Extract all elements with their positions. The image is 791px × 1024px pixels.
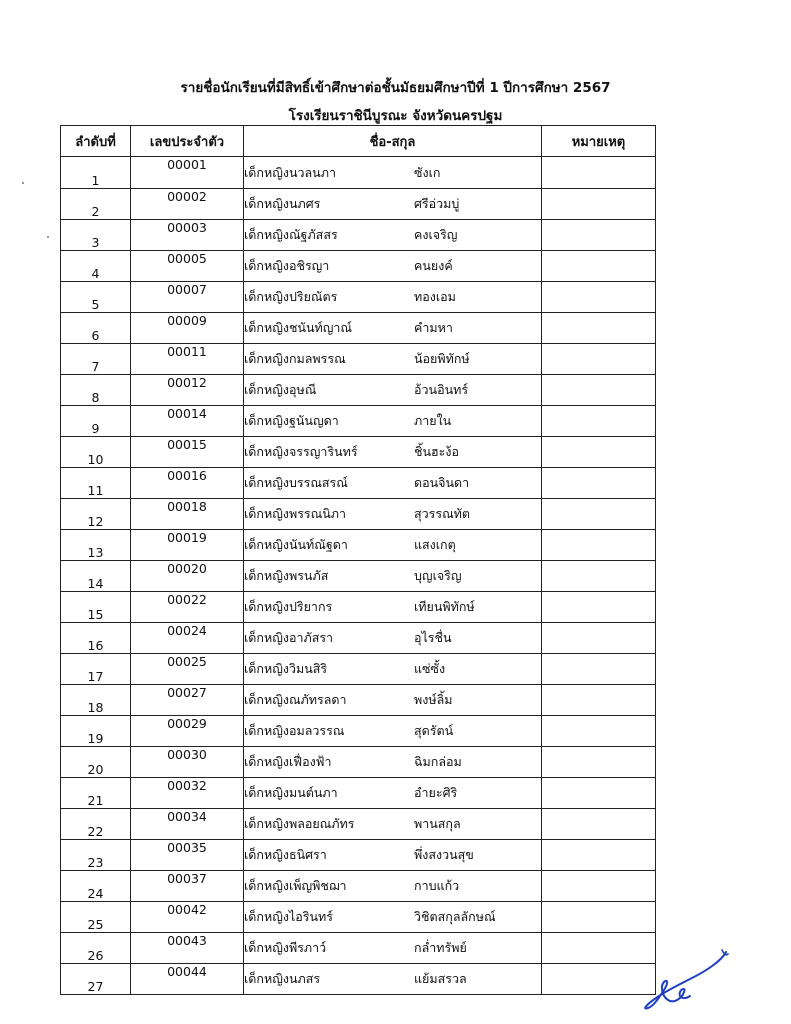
row-student-id: 00022 xyxy=(131,592,244,623)
row-remarks xyxy=(542,220,656,251)
row-remarks xyxy=(542,747,656,778)
row-full-name xyxy=(244,902,542,933)
row-student-id: 00007 xyxy=(131,282,244,313)
row-order-number: 14 xyxy=(61,561,131,592)
last-name: กาบแก้ว xyxy=(414,878,460,893)
row-full-name xyxy=(244,189,542,220)
first-name: เด็กหญิงณัฐภัสสร xyxy=(244,227,338,242)
first-name: เด็กหญิงบรรณสรณ์ xyxy=(244,475,348,490)
last-name: ชิ้นฮะง้อ xyxy=(414,444,459,459)
table-row xyxy=(61,530,656,561)
last-name: สุวรรณทัต xyxy=(414,506,471,521)
row-remarks xyxy=(542,157,656,189)
row-full-name xyxy=(244,840,542,871)
row-student-id: 00037 xyxy=(131,871,244,902)
first-name: เด็กหญิงนภสร xyxy=(244,971,321,986)
row-full-name xyxy=(244,468,542,499)
row-student-id: 00030 xyxy=(131,747,244,778)
row-order-number: 24 xyxy=(61,871,131,902)
row-full-name xyxy=(244,282,542,313)
first-name: เด็กหญิงอชิรญา xyxy=(244,258,330,273)
row-order-number: 25 xyxy=(61,902,131,933)
row-remarks xyxy=(542,468,656,499)
row-student-id: 00035 xyxy=(131,840,244,871)
row-student-id: 00015 xyxy=(131,437,244,468)
student-roster-table xyxy=(60,125,656,995)
row-remarks xyxy=(542,561,656,592)
first-name: เด็กหญิงธนิศรา xyxy=(244,847,327,862)
first-name: เด็กหญิงณภัทรลดา xyxy=(244,692,347,707)
last-name: พงษ์ลิ้ม xyxy=(414,692,453,707)
row-full-name xyxy=(244,964,542,995)
table-row xyxy=(61,685,656,716)
first-name: เด็กหญิงอมลวรรณ xyxy=(244,723,345,738)
row-full-name xyxy=(244,747,542,778)
row-full-name xyxy=(244,778,542,809)
last-name: แย้มสรวล xyxy=(414,971,467,986)
row-order-number: 12 xyxy=(61,499,131,530)
last-name: กล่ำทรัพย์ xyxy=(414,940,467,955)
first-name: เด็กหญิงจรรญารินทร์ xyxy=(244,444,358,459)
first-name: เด็กหญิงฐนันญดา xyxy=(244,413,339,428)
row-full-name xyxy=(244,499,542,530)
row-remarks xyxy=(542,251,656,282)
table-row xyxy=(61,561,656,592)
table-row xyxy=(61,468,656,499)
row-student-id: 00016 xyxy=(131,468,244,499)
row-order-number: 26 xyxy=(61,933,131,964)
row-remarks xyxy=(542,406,656,437)
row-full-name xyxy=(244,220,542,251)
last-name: ทองเอม xyxy=(414,289,456,304)
row-full-name xyxy=(244,344,542,375)
first-name: เด็กหญิงพรรณนิภา xyxy=(244,506,347,521)
row-remarks xyxy=(542,499,656,530)
table-row xyxy=(61,375,656,406)
row-full-name xyxy=(244,251,542,282)
row-full-name xyxy=(244,530,542,561)
table-row xyxy=(61,871,656,902)
row-remarks xyxy=(542,313,656,344)
row-student-id: 00025 xyxy=(131,654,244,685)
last-name: อุไรชื่น xyxy=(414,630,452,645)
row-order-number: 2 xyxy=(61,189,131,220)
row-order-number: 15 xyxy=(61,592,131,623)
row-student-id: 00032 xyxy=(131,778,244,809)
table-row xyxy=(61,592,656,623)
row-remarks xyxy=(542,778,656,809)
table-row xyxy=(61,437,656,468)
row-order-number: 27 xyxy=(61,964,131,995)
last-name: น้อยพิทักษ์ xyxy=(414,351,470,366)
last-name: ภายใน xyxy=(414,413,452,428)
table-row xyxy=(61,344,656,375)
row-order-number: 6 xyxy=(61,313,131,344)
last-name: ดอนจินดา xyxy=(414,475,470,490)
row-student-id: 00011 xyxy=(131,344,244,375)
last-name: อ้วนอินทร์ xyxy=(414,382,469,397)
row-order-number: 3 xyxy=(61,220,131,251)
column-header-student-id: เลขประจำตัว xyxy=(131,126,244,157)
row-order-number: 19 xyxy=(61,716,131,747)
first-name: เด็กหญิงพลอยณภัทร xyxy=(244,816,355,831)
row-student-id: 00012 xyxy=(131,375,244,406)
row-full-name xyxy=(244,375,542,406)
first-name: เด็กหญิงเพ็ญพิชฌา xyxy=(244,878,347,893)
last-name: อำยะศิริ xyxy=(414,785,458,800)
first-name: เด็กหญิงวิมนสิริ xyxy=(244,661,328,676)
row-full-name xyxy=(244,157,542,189)
last-name: คนยงค์ xyxy=(414,258,453,273)
row-full-name xyxy=(244,592,542,623)
last-name: คำมหา xyxy=(414,320,453,335)
row-student-id: 00029 xyxy=(131,716,244,747)
row-order-number: 8 xyxy=(61,375,131,406)
row-full-name xyxy=(244,437,542,468)
row-student-id: 00014 xyxy=(131,406,244,437)
row-remarks xyxy=(542,902,656,933)
table-row xyxy=(61,313,656,344)
last-name: เทียนพิทักษ์ xyxy=(414,599,475,614)
row-order-number: 4 xyxy=(61,251,131,282)
row-student-id: 00009 xyxy=(131,313,244,344)
row-order-number: 22 xyxy=(61,809,131,840)
last-name: บุญเจริญ xyxy=(414,568,462,583)
table-row xyxy=(61,406,656,437)
scan-speck xyxy=(22,182,24,184)
row-remarks xyxy=(542,282,656,313)
row-full-name xyxy=(244,561,542,592)
table-body xyxy=(61,157,656,995)
table-row xyxy=(61,747,656,778)
table-row xyxy=(61,716,656,747)
row-full-name xyxy=(244,716,542,747)
first-name: เด็กหญิงพรนภัส xyxy=(244,568,329,583)
row-remarks xyxy=(542,375,656,406)
row-student-id: 00024 xyxy=(131,623,244,654)
row-student-id: 00005 xyxy=(131,251,244,282)
table-row xyxy=(61,933,656,964)
first-name: เด็กหญิงชนันท์ญาณ์ xyxy=(244,320,353,335)
row-full-name xyxy=(244,654,542,685)
signature-mark xyxy=(638,948,730,1012)
row-full-name xyxy=(244,871,542,902)
column-header-order: ลำดับที่ xyxy=(61,126,131,157)
last-name: คงเจริญ xyxy=(414,227,458,242)
row-remarks xyxy=(542,871,656,902)
row-remarks xyxy=(542,623,656,654)
first-name: เด็กหญิงมนต์นภา xyxy=(244,785,338,800)
table-row xyxy=(61,840,656,871)
table-row xyxy=(61,778,656,809)
first-name: เด็กหญิงอุษณี xyxy=(244,382,317,397)
row-student-id: 00043 xyxy=(131,933,244,964)
first-name: เด็กหญิงไอรินทร์ xyxy=(244,909,333,924)
row-full-name xyxy=(244,313,542,344)
last-name: แซ่ซั้ง xyxy=(414,661,446,676)
row-remarks xyxy=(542,592,656,623)
row-full-name xyxy=(244,809,542,840)
table-header-row xyxy=(61,126,656,157)
table-row xyxy=(61,623,656,654)
row-remarks xyxy=(542,840,656,871)
table-row xyxy=(61,964,656,995)
table-row xyxy=(61,157,656,189)
row-remarks xyxy=(542,437,656,468)
row-order-number: 1 xyxy=(61,157,131,189)
table-row xyxy=(61,189,656,220)
first-name: เด็กหญิงเฟื่องฟ้า xyxy=(244,754,332,769)
last-name: ซังเก xyxy=(414,164,441,180)
row-order-number: 20 xyxy=(61,747,131,778)
row-order-number: 17 xyxy=(61,654,131,685)
row-full-name xyxy=(244,623,542,654)
last-name: พานสกุล xyxy=(414,816,461,831)
last-name: พึ่งสงวนสุข xyxy=(414,847,474,862)
row-remarks xyxy=(542,189,656,220)
row-remarks xyxy=(542,685,656,716)
first-name: เด็กหญิงกมลพรรณ xyxy=(244,351,346,366)
row-student-id: 00020 xyxy=(131,561,244,592)
row-order-number: 23 xyxy=(61,840,131,871)
row-student-id: 00034 xyxy=(131,809,244,840)
table-row xyxy=(61,251,656,282)
last-name: ศรีอ่วมบู่ xyxy=(414,196,460,211)
column-header-full-name: ชื่อ-สกุล xyxy=(244,126,542,157)
row-remarks xyxy=(542,654,656,685)
table-row xyxy=(61,499,656,530)
first-name: เด็กหญิงปริยณัตร xyxy=(244,289,338,304)
table-row xyxy=(61,654,656,685)
row-order-number: 9 xyxy=(61,406,131,437)
row-full-name xyxy=(244,933,542,964)
row-student-id: 00044 xyxy=(131,964,244,995)
row-student-id: 00027 xyxy=(131,685,244,716)
row-student-id: 00018 xyxy=(131,499,244,530)
last-name: สุดรัตน์ xyxy=(414,723,454,738)
row-student-id: 00003 xyxy=(131,220,244,251)
row-remarks xyxy=(542,809,656,840)
table-row xyxy=(61,282,656,313)
row-order-number: 13 xyxy=(61,530,131,561)
row-remarks xyxy=(542,344,656,375)
row-order-number: 21 xyxy=(61,778,131,809)
row-student-id: 00001 xyxy=(131,157,244,189)
column-header-remarks: หมายเหตุ xyxy=(542,126,656,157)
scan-speck xyxy=(47,236,49,238)
table-row xyxy=(61,809,656,840)
page-title: รายชื่อนักเรียนที่มีสิทธิ์เข้าศึกษาต่อชั้นมัธยมศึกษาปีที่ 1 ปีการศึกษา 2567 xyxy=(180,80,611,96)
row-full-name xyxy=(244,406,542,437)
row-order-number: 7 xyxy=(61,344,131,375)
row-order-number: 11 xyxy=(61,468,131,499)
last-name: ฉิมกล่อม xyxy=(414,754,462,769)
school-subtitle: โรงเรียนราชินีบูรณะ จังหวัดนครปฐม xyxy=(288,108,503,124)
first-name: เด็กหญิงนวลนภา xyxy=(244,164,336,180)
first-name: เด็กหญิงอาภัสรา xyxy=(244,630,334,645)
first-name: เด็กหญิงนภศร xyxy=(244,196,321,211)
row-remarks xyxy=(542,530,656,561)
first-name: เด็กหญิงพีรภาว์ xyxy=(244,940,327,955)
row-order-number: 18 xyxy=(61,685,131,716)
first-name: เด็กหญิงนันท์ณัฐดา xyxy=(244,537,348,552)
row-full-name xyxy=(244,685,542,716)
first-name: เด็กหญิงปริยากร xyxy=(244,599,333,614)
row-student-id: 00019 xyxy=(131,530,244,561)
row-student-id: 00042 xyxy=(131,902,244,933)
row-order-number: 10 xyxy=(61,437,131,468)
row-order-number: 5 xyxy=(61,282,131,313)
table-row xyxy=(61,220,656,251)
last-name: แสงเกตุ xyxy=(414,537,456,552)
row-remarks xyxy=(542,716,656,747)
row-order-number: 16 xyxy=(61,623,131,654)
table-row xyxy=(61,902,656,933)
last-name: วิชิตสกุลลักษณ์ xyxy=(414,909,496,924)
row-student-id: 00002 xyxy=(131,189,244,220)
